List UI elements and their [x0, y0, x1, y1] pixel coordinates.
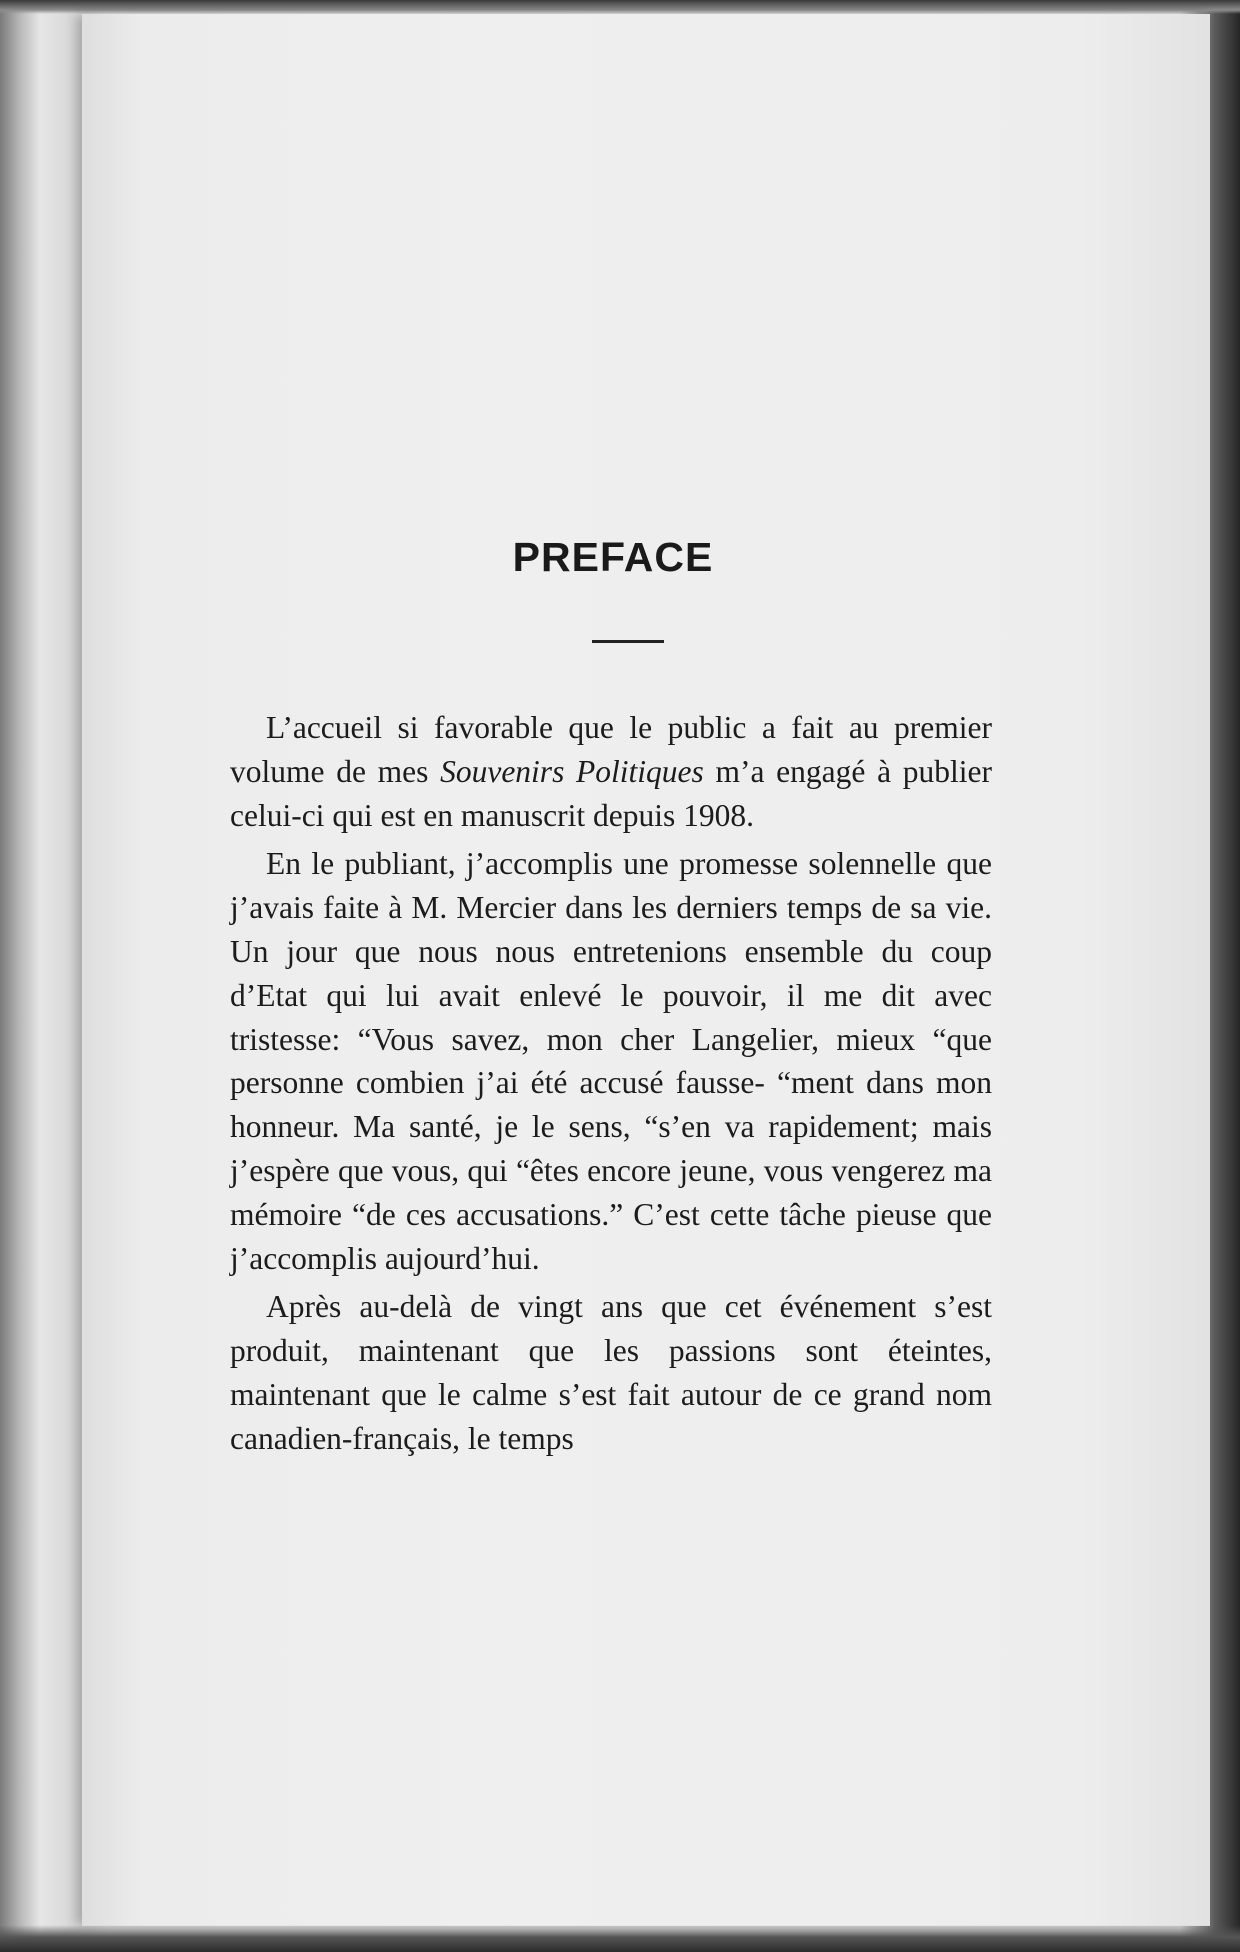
paragraph-2: [230, 842, 992, 1280]
paragraph-1-text-start: L’accueil si favorable que le public a fait au premier volume de mes: [230, 710, 992, 789]
paragraph-2-text: En le publiant, j’accomplis une promesse solennelle que j’avais faite à M. Mercier dans les derniers temps de sa vie. Un jour que nous nous entretenions ensemble du coup d’Etat qui lui avait enlevé le pouvoir, il me dit avec tristesse: “Vous savez, mon cher Langelier, mieux “que personne combien j’ai été accusé fausse- “ment dans mon honneur. Ma santé, je le sens, “s’en va rapidement; mais j’espère que vous, qui “êtes encore jeune, vous vengerez ma mémoire “de ces accusations.” C’est cette tâche pieuse que j’accomplis aujourd’hui.: [230, 846, 992, 1276]
book-page: [82, 14, 1210, 1926]
title-rule: [592, 640, 664, 643]
paragraph-1: [230, 706, 992, 837]
book-title-italic: Souvenirs Politiques: [440, 753, 704, 789]
body-text: [230, 706, 992, 1466]
paragraph-3-text: Après au-delà de vingt ans que cet événement s’est produit, maintenant que les passions sont éteintes, maintenant que le calme s’est fait autour de ce grand nom canadien-français, le temps: [230, 1289, 992, 1456]
page-title: PREFACE: [512, 534, 714, 580]
scan-top-edge: [0, 0, 1240, 14]
paragraph-1-text-end: m’a engagé à publier celui-ci qui est en manuscrit depuis 1908.: [230, 753, 992, 833]
paragraph-3: [230, 1285, 992, 1460]
scan-bottom-edge: [0, 1925, 1240, 1952]
